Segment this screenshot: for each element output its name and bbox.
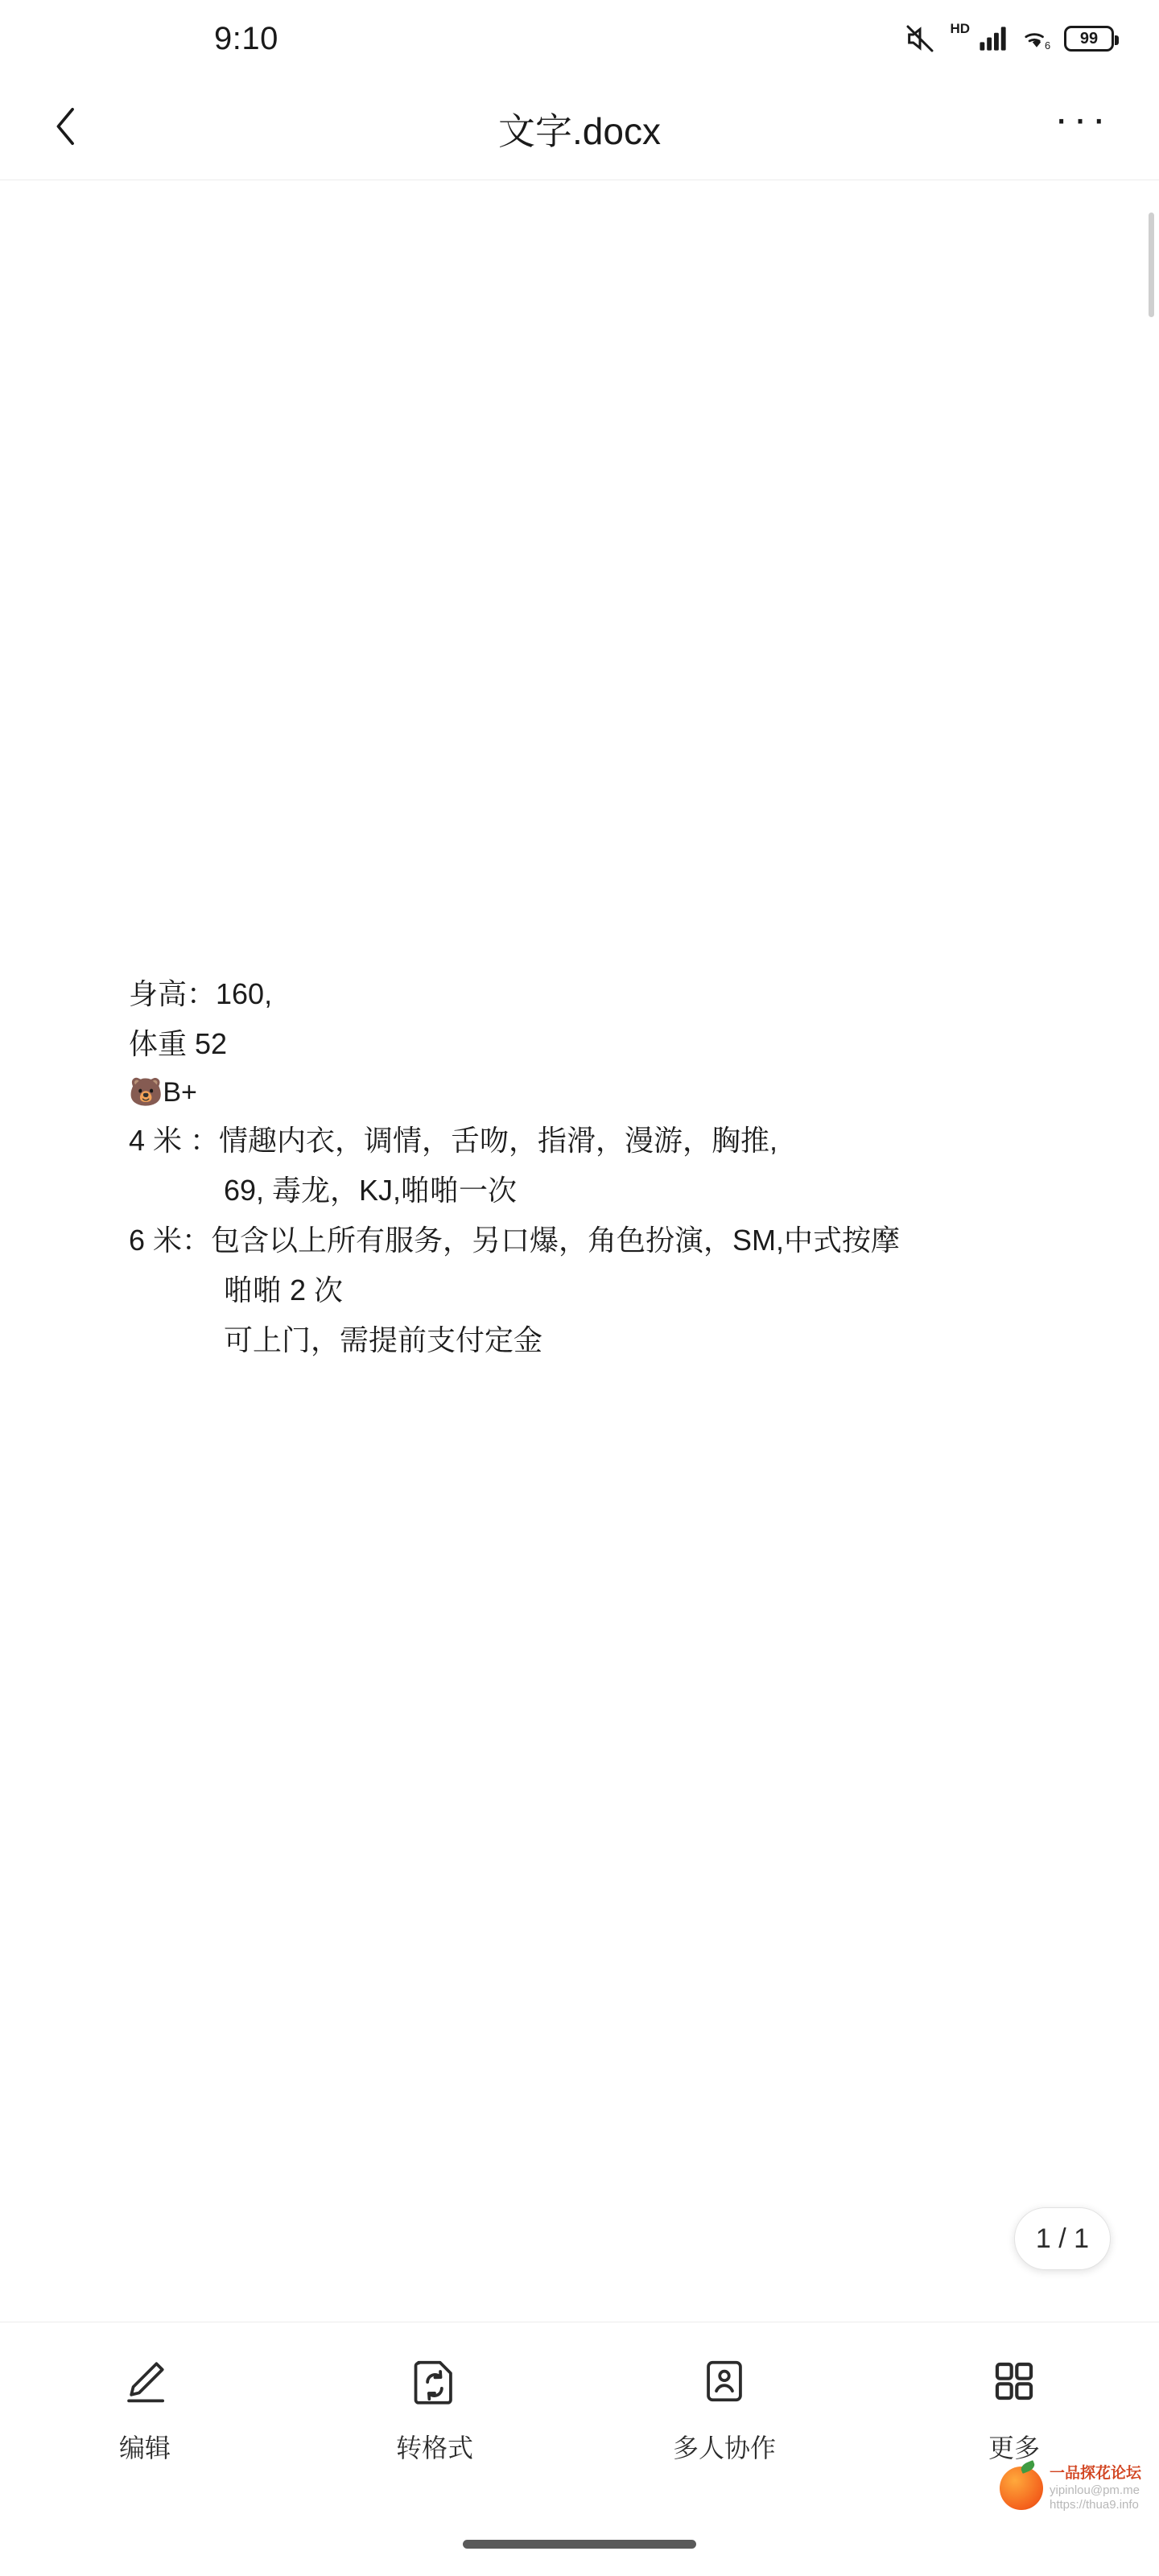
toolbar-label-convert-format: 转格式 <box>395 2434 473 2462</box>
grid-more-icon <box>989 2356 1039 2410</box>
title-bar <box>0 77 1159 180</box>
signal-icon <box>979 25 1009 52</box>
page-indicator: 1 / 1 <box>1014 2207 1111 2270</box>
watermark-logo-icon <box>1000 2467 1043 2510</box>
toolbar-item-collaborate[interactable] <box>644 2356 805 2465</box>
back-button[interactable] <box>48 101 105 157</box>
document-line: 6 米：包含以上所有服务，另口爆，角色扮演，SM,中式按摩 <box>129 1224 901 1257</box>
vertical-scrollbar[interactable] <box>1149 213 1154 317</box>
status-time: 9:10 <box>214 20 278 56</box>
document-line: 身高：160, <box>129 977 273 1010</box>
status-bar <box>0 0 1159 77</box>
mute-icon <box>904 23 936 55</box>
toolbar-label-more: 更多 <box>988 2434 1040 2462</box>
document-line: 🐻B+ <box>129 1076 197 1108</box>
document-viewer[interactable] <box>0 180 1159 2322</box>
document-line: 4 米 ：情趣内衣，调情，舌吻，指滑，漫游，胸推, <box>129 1124 778 1158</box>
toolbar-item-edit[interactable] <box>64 2356 225 2465</box>
document-line: 可上门，需提前支付定金 <box>224 1323 543 1356</box>
toolbar-item-more[interactable] <box>934 2356 1095 2465</box>
watermark-text <box>1050 2464 1141 2513</box>
toolbar-item-convert-format[interactable] <box>354 2356 515 2465</box>
svg-text:6: 6 <box>1045 39 1051 52</box>
status-icons <box>904 20 1114 55</box>
page-title: 文字.docx <box>498 109 661 152</box>
watermark <box>1000 2464 1141 2513</box>
battery-icon <box>1064 26 1114 52</box>
watermark-url: https://thua9.info <box>1049 2498 1139 2512</box>
wifi-icon <box>1021 25 1053 52</box>
chevron-left-icon <box>48 102 85 155</box>
toolbar-label-collaborate: 多人协作 <box>672 2434 776 2462</box>
document-line: 啪啪 2 次 <box>224 1274 344 1307</box>
more-options-button[interactable]: ··· <box>1054 95 1111 142</box>
convert-format-icon <box>410 2356 460 2410</box>
collaborate-icon <box>699 2356 749 2410</box>
battery-level: 99 <box>1079 29 1099 47</box>
document-line: 69, 毒龙，KJ,啪啪一次 <box>224 1174 518 1208</box>
watermark-email: yipinlou@pm.me <box>1049 2483 1140 2497</box>
document-content <box>0 180 1159 1365</box>
document-line: 体重 52 <box>129 1026 228 1060</box>
watermark-title: 一品探花论坛 <box>1049 2464 1141 2482</box>
pencil-icon <box>120 2356 170 2410</box>
home-indicator[interactable] <box>463 2540 696 2549</box>
toolbar-label-edit: 编辑 <box>118 2434 171 2462</box>
bottom-toolbar <box>0 2322 1159 2576</box>
hd-icon: HD <box>950 20 970 36</box>
